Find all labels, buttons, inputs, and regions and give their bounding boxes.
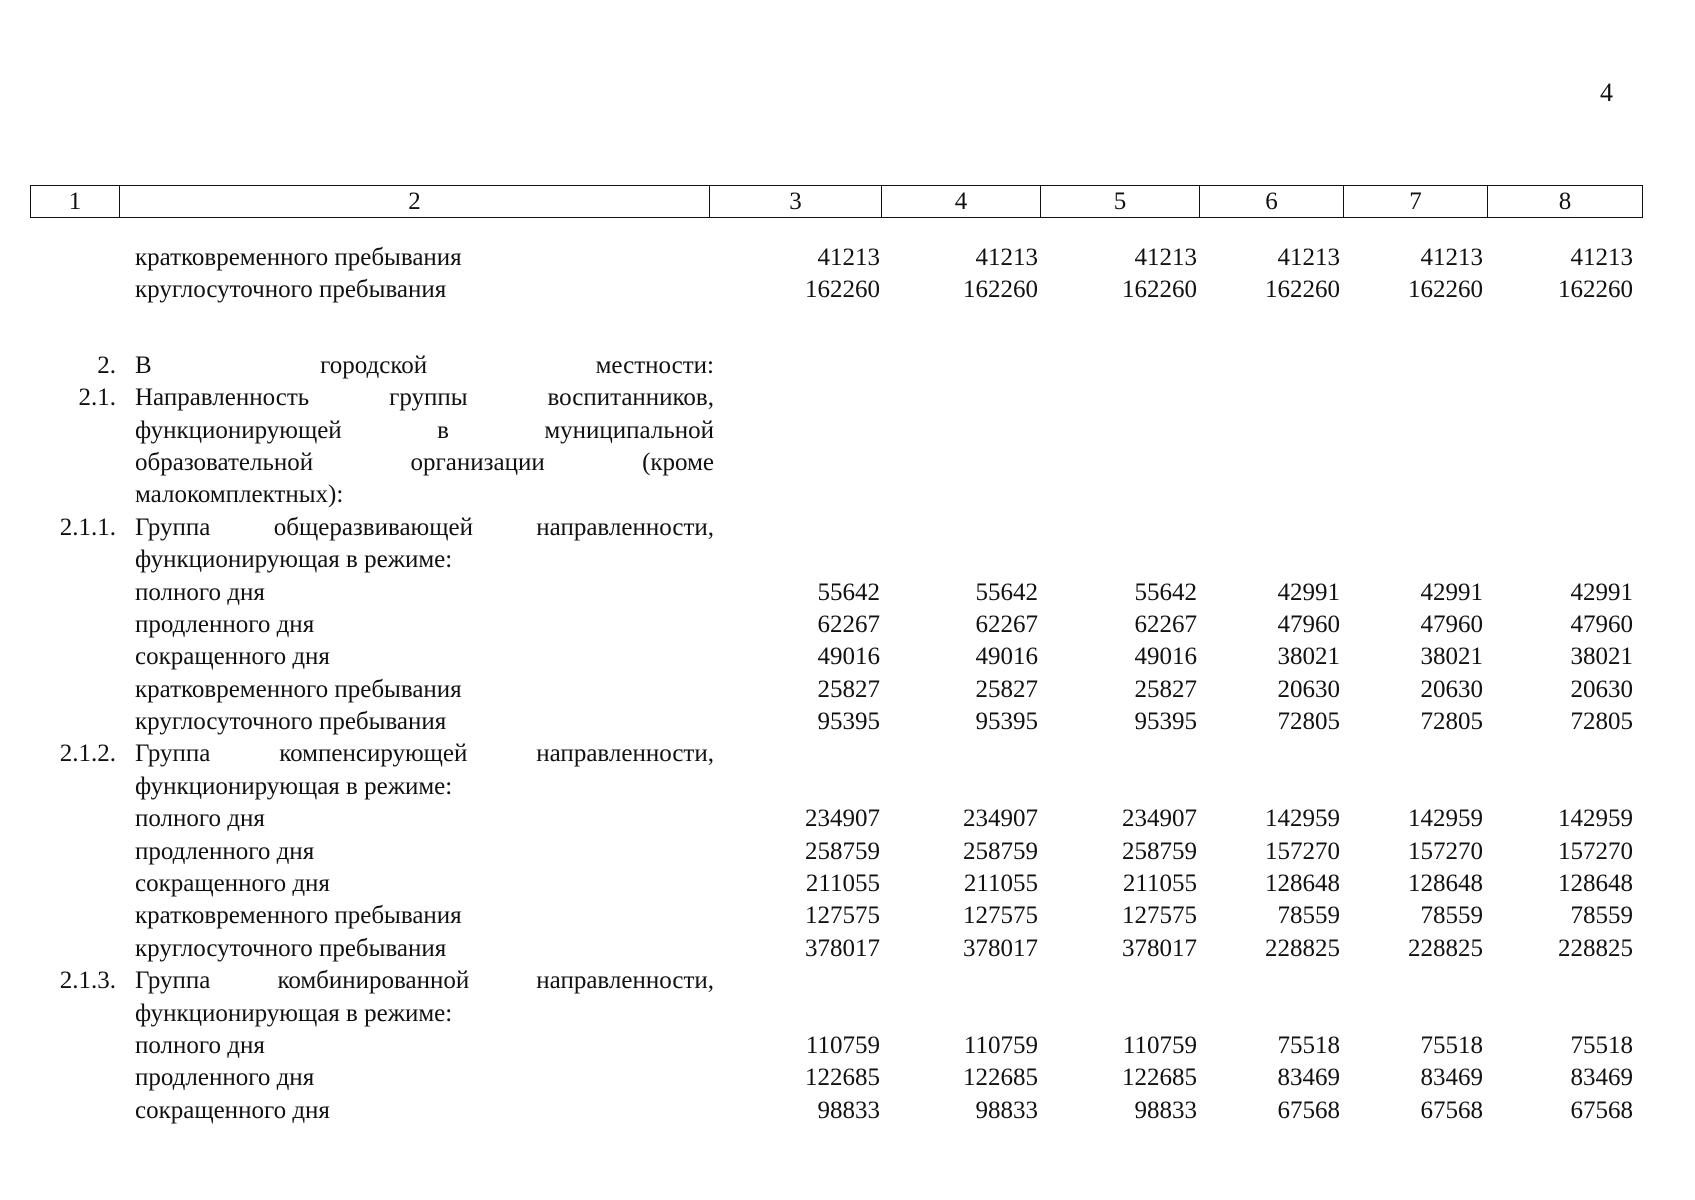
- column-header-row: [31, 186, 1643, 218]
- cell-col-5: 378017: [1122, 934, 1197, 962]
- column-header-4: 4: [882, 186, 1041, 218]
- cell-col-5: 55642: [1134, 578, 1197, 606]
- cell-col-8: 78559: [1570, 902, 1633, 930]
- row-number: 2.1.: [78, 384, 116, 412]
- cell-col-8: 83469: [1570, 1064, 1633, 1092]
- cell-col-3: 110759: [805, 1031, 880, 1059]
- cell-col-7: 75518: [1420, 1031, 1483, 1059]
- cell-col-7: 142959: [1408, 805, 1483, 833]
- cell-col-8: 67568: [1570, 1096, 1633, 1124]
- table-row: [0, 900, 1695, 932]
- cell-col-7: 83469: [1420, 1064, 1483, 1092]
- cell-col-6: 42991: [1277, 578, 1340, 606]
- cell-col-8: 162260: [1558, 276, 1633, 304]
- cell-col-5: 25827: [1134, 675, 1197, 703]
- table-row: [0, 350, 1695, 382]
- cell-col-5: 49016: [1134, 643, 1197, 671]
- cell-col-4: 49016: [975, 643, 1038, 671]
- table-row: [0, 738, 1695, 770]
- cell-col-5: 162260: [1122, 276, 1197, 304]
- row-label: продленного дня: [135, 1064, 315, 1092]
- table-row: [0, 609, 1695, 641]
- cell-col-5: 211055: [1122, 870, 1197, 898]
- cell-col-3: 98833: [817, 1096, 880, 1124]
- cell-col-3: 62267: [817, 610, 880, 638]
- table-row: [0, 382, 1695, 414]
- row-label: сокращенного дня: [135, 1096, 330, 1124]
- row-label: круглосуточного пребывания: [135, 276, 447, 304]
- cell-col-3: 95395: [817, 708, 880, 736]
- cell-col-4: 55642: [975, 578, 1038, 606]
- cell-col-3: 211055: [805, 870, 880, 898]
- column-header-8: 8: [1488, 186, 1643, 218]
- table-row: [0, 803, 1695, 835]
- table-row: [0, 771, 1695, 803]
- row-label: продленного дня: [135, 837, 315, 865]
- cell-col-7: 72805: [1420, 708, 1483, 736]
- cell-col-3: 41213: [817, 244, 880, 271]
- row-label: круглосуточного пребывания: [135, 708, 447, 736]
- table-row: [0, 933, 1695, 965]
- cell-col-3: 258759: [805, 837, 880, 865]
- row-label: кратковременного пребывания: [135, 902, 462, 930]
- cell-col-7: 20630: [1420, 675, 1483, 703]
- cell-col-7: 41213: [1420, 244, 1483, 271]
- cell-col-3: 122685: [805, 1064, 880, 1092]
- cell-col-8: 75518: [1570, 1031, 1633, 1059]
- cell-col-3: 49016: [817, 643, 880, 671]
- cell-col-6: 78559: [1277, 902, 1340, 930]
- table-row: [0, 965, 1695, 997]
- row-label: Группа компенсирующей направленности,: [135, 740, 714, 768]
- row-label: Группа общеразвивающей направленности,: [135, 513, 714, 541]
- cell-col-6: 83469: [1277, 1064, 1340, 1092]
- cell-col-5: 127575: [1122, 902, 1197, 930]
- table-row: [0, 1095, 1695, 1127]
- cell-col-5: 234907: [1122, 805, 1197, 833]
- cell-col-3: 55642: [817, 578, 880, 606]
- cell-col-7: 47960: [1420, 610, 1483, 638]
- column-header-2: 2: [120, 186, 710, 218]
- cell-col-8: 157270: [1558, 837, 1633, 865]
- cell-col-4: 211055: [963, 870, 1038, 898]
- cell-col-5: 62267: [1134, 610, 1197, 638]
- cell-col-6: 72805: [1277, 708, 1340, 736]
- row-label: Группа комбинированной направленности,: [135, 967, 714, 995]
- cell-col-7: 162260: [1408, 276, 1483, 304]
- row-label: полного дня: [135, 805, 265, 833]
- table-row: [0, 512, 1695, 544]
- cell-col-3: 162260: [805, 276, 880, 304]
- row-label: малокомплектных):: [135, 481, 344, 509]
- row-label: функционирующая в режиме:: [135, 772, 453, 800]
- cell-col-6: 75518: [1277, 1031, 1340, 1059]
- cell-col-6: 47960: [1277, 610, 1340, 638]
- table-row: [0, 674, 1695, 706]
- row-label: продленного дня: [135, 610, 315, 638]
- cell-col-8: 42991: [1570, 578, 1633, 606]
- row-label: В городской местности:: [135, 351, 714, 379]
- cell-col-5: 98833: [1134, 1096, 1197, 1124]
- column-header-5: 5: [1041, 186, 1200, 218]
- cell-col-8: 228825: [1558, 934, 1633, 962]
- table-row: [0, 641, 1695, 673]
- cell-col-4: 258759: [963, 837, 1038, 865]
- cell-col-4: 127575: [963, 902, 1038, 930]
- cell-col-4: 41213: [975, 244, 1038, 271]
- row-number: 2.: [97, 351, 116, 379]
- table-row: [0, 836, 1695, 868]
- table-row: [0, 447, 1695, 479]
- cell-col-3: 234907: [805, 805, 880, 833]
- cell-col-6: 41213: [1277, 244, 1340, 271]
- table-body: [0, 242, 1695, 1127]
- cell-col-6: 38021: [1277, 643, 1340, 671]
- table-row: [0, 544, 1695, 576]
- cell-col-4: 98833: [975, 1096, 1038, 1124]
- cell-col-7: 157270: [1408, 837, 1483, 865]
- table-row: [0, 998, 1695, 1030]
- cell-col-8: 72805: [1570, 708, 1633, 736]
- row-label: образовательной организации (кроме: [135, 448, 714, 476]
- table-row: [0, 577, 1695, 609]
- column-header-3: 3: [710, 186, 882, 218]
- cell-col-5: 41213: [1134, 244, 1197, 271]
- row-label: круглосуточного пребывания: [135, 934, 447, 962]
- table-row: [0, 1062, 1695, 1094]
- cell-col-4: 25827: [975, 675, 1038, 703]
- cell-col-4: 378017: [963, 934, 1038, 962]
- cell-col-4: 95395: [975, 708, 1038, 736]
- table-row: [0, 242, 1695, 274]
- row-label: функционирующей в муниципальной: [135, 416, 714, 444]
- cell-col-5: 95395: [1134, 708, 1197, 736]
- cell-col-6: 162260: [1265, 276, 1340, 304]
- table-row: [0, 1030, 1695, 1062]
- row-number: 2.1.3.: [59, 967, 116, 995]
- cell-col-4: 62267: [975, 610, 1038, 638]
- row-label: функционирующая в режиме:: [135, 999, 453, 1027]
- row-spacer: [0, 307, 1695, 350]
- cell-col-8: 20630: [1570, 675, 1633, 703]
- cell-col-4: 110759: [963, 1031, 1038, 1059]
- cell-col-6: 142959: [1265, 805, 1340, 833]
- row-label: полного дня: [135, 578, 265, 606]
- table-row: [0, 868, 1695, 900]
- cell-col-6: 157270: [1265, 837, 1340, 865]
- cell-col-7: 228825: [1408, 934, 1483, 962]
- cell-col-4: 122685: [963, 1064, 1038, 1092]
- cell-col-6: 228825: [1265, 934, 1340, 962]
- cell-col-6: 20630: [1277, 675, 1340, 703]
- row-label: функционирующая в режиме:: [135, 546, 453, 574]
- table-row: [0, 706, 1695, 738]
- table-row: [0, 274, 1695, 306]
- cell-col-8: 47960: [1570, 610, 1633, 638]
- cell-col-3: 378017: [805, 934, 880, 962]
- cell-col-5: 110759: [1122, 1031, 1197, 1059]
- row-label: кратковременного пребывания: [135, 244, 462, 271]
- cell-col-5: 122685: [1122, 1064, 1197, 1092]
- cell-col-8: 142959: [1558, 805, 1633, 833]
- column-header-7: 7: [1344, 186, 1488, 218]
- cell-col-8: 38021: [1570, 643, 1633, 671]
- column-header-table: [30, 185, 1643, 218]
- row-label: сокращенного дня: [135, 643, 330, 671]
- row-label: сокращенного дня: [135, 870, 330, 898]
- cell-col-7: 67568: [1420, 1096, 1483, 1124]
- cell-col-4: 162260: [963, 276, 1038, 304]
- column-header-6: 6: [1200, 186, 1344, 218]
- table-row: [0, 415, 1695, 447]
- cell-col-7: 128648: [1408, 870, 1483, 898]
- row-number: 2.1.2.: [59, 740, 116, 768]
- cell-col-8: 41213: [1570, 244, 1633, 271]
- cell-col-6: 128648: [1265, 870, 1340, 898]
- row-label: полного дня: [135, 1031, 265, 1059]
- page-number: 4: [1600, 78, 1613, 107]
- cell-col-6: 67568: [1277, 1096, 1340, 1124]
- row-label: кратковременного пребывания: [135, 675, 462, 703]
- cell-col-7: 42991: [1420, 578, 1483, 606]
- column-header-1: 1: [31, 186, 120, 218]
- cell-col-3: 25827: [817, 675, 880, 703]
- cell-col-7: 78559: [1420, 902, 1483, 930]
- cell-col-5: 258759: [1122, 837, 1197, 865]
- cell-col-4: 234907: [963, 805, 1038, 833]
- row-label: Направленность группы воспитанников,: [135, 384, 714, 412]
- cell-col-8: 128648: [1558, 870, 1633, 898]
- table-row: [0, 479, 1695, 511]
- cell-col-7: 38021: [1420, 643, 1483, 671]
- cell-col-3: 127575: [805, 902, 880, 930]
- row-number: 2.1.1.: [59, 513, 116, 541]
